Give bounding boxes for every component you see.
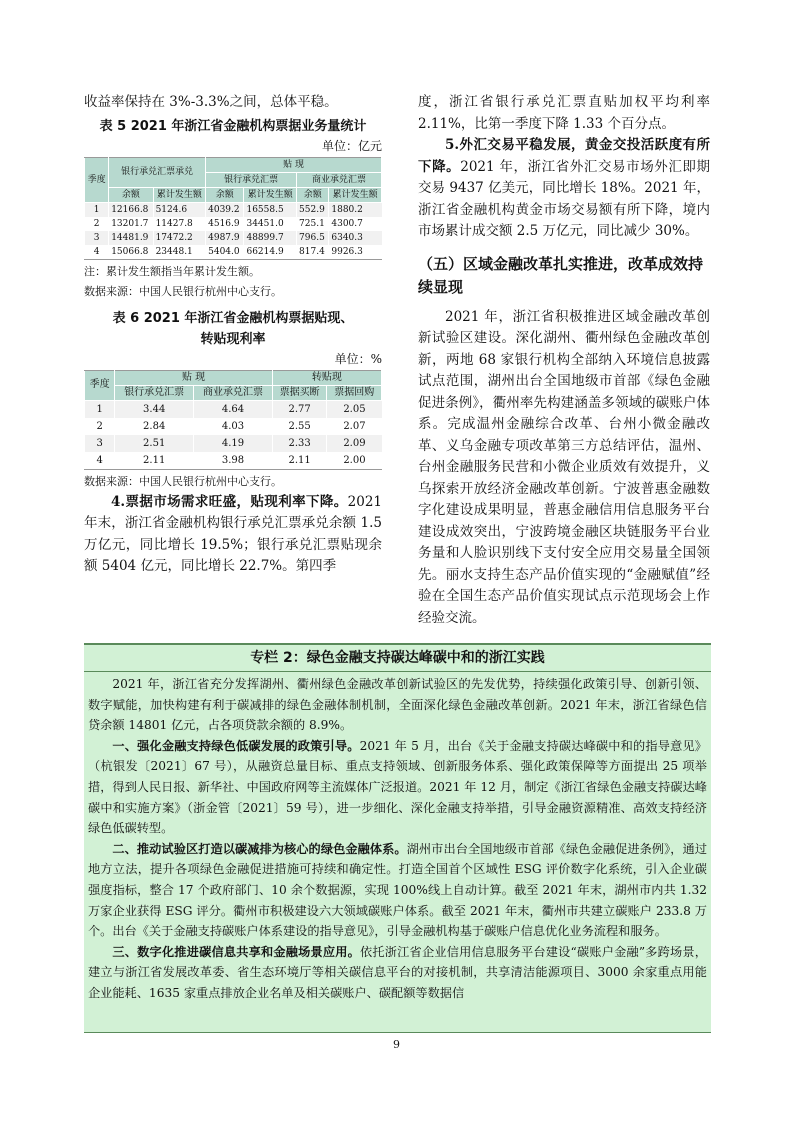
table-cell: 3 [85,231,109,245]
green-finance-column-box [84,643,711,1033]
fx-gold-heading: 5.外汇交易平稳发展，黄金交投活跃度有所下降。 [418,137,710,175]
box-paragraph-1: 2021 年，浙江省充分发挥湖州、衢州绿色金融改革创新试验区的先发优势，持续强化政策引导、创新引领、数字赋能，加快构建有利于碳减排的绿色金融体制机制，全面深化绿色金融改革创新。2021 年末，浙江省绿色信贷余额 14801 亿元，占各项贷款余额的 8.9%。 [88,677,707,733]
table5-header-cumulative: 累计发生额 [153,187,206,202]
table6 [84,370,382,470]
table-cell: 4300.7 [329,217,382,231]
table-cell: 2.11 [115,452,194,470]
table-cell: 2 [85,217,109,231]
table6-source: 数据来源：中国人民银行杭州中心支行。 [84,474,282,488]
table-cell: 2.07 [327,418,382,435]
intro-paragraph: 收益率保持在 3%-3.3%之间，总体平稳。 [84,94,338,110]
table-cell: 4039.2 [206,202,244,217]
table-row [85,435,382,452]
box-body [84,672,711,1004]
table5-header-balance: 余额 [206,187,244,202]
table-cell: 4.19 [194,435,273,452]
table-cell: 12166.8 [109,202,153,217]
fx-gold-paragraph [418,135,710,243]
page-number: 9 [393,1038,400,1051]
box-heading-policy: 一、强化金融支持绿色低碳发展的政策引导。 [112,738,360,753]
box-title: 专栏 2：绿色金融支持碳达峰碳中和的浙江实践 [84,645,711,672]
box-heading-digital: 三、数字化推进碳信息共享和金融场景应用。 [112,944,361,959]
table-cell: 2 [85,418,115,435]
table-cell: 13201.7 [109,217,153,231]
table6-header-commercial: 商业承兑汇票 [194,385,273,400]
table-cell: 4 [85,245,109,260]
table-cell: 14481.9 [109,231,153,245]
table-row [85,245,382,260]
table6-header-bank: 银行承兑汇票 [115,385,194,400]
table-cell: 2.00 [327,452,382,470]
table5-note: 注：累计发生额指当年累计发生额。 [84,264,260,278]
fx-gold-text: 2021 年，浙江省外汇交易市场外汇即期交易 9437 亿美元，同比增长 18%。2021 年，浙江省金融机构黄金市场交易额有所下降，境内市场累计成交额 2.5 万亿元，同比减少 30%。 [418,158,711,239]
table-cell: 2.55 [272,418,327,435]
table5-header-bank-discount: 银行承兑汇票 [206,172,297,187]
table5-header-balance: 余额 [297,187,329,202]
table-cell: 4.64 [194,400,273,418]
table-cell: 1880.2 [329,202,382,217]
table-row [85,217,382,231]
table-cell: 66214.9 [244,245,297,260]
table5-header-acceptance: 银行承兑汇票承兑 [109,157,206,187]
table-cell: 2.84 [115,418,194,435]
table6-header-repo: 票据回购 [327,385,382,400]
table-cell: 2.11 [272,452,327,470]
table-cell: 4987.9 [206,231,244,245]
table-cell: 1 [85,400,115,418]
table-cell: 2.33 [272,435,327,452]
table5-header-balance: 余额 [109,187,153,202]
table5-header-cumulative: 累计发生额 [244,187,297,202]
table-cell: 3 [85,435,115,452]
box-paragraph-2 [88,736,707,839]
continued-paragraph: 度，浙江省银行承兑汇票直贴加权平均利率 2.11%，比第一季度下降 1.33 个百分点。 [418,94,710,132]
table5-source: 数据来源：中国人民银行杭州中心支行。 [84,284,282,298]
table-cell: 6340.3 [329,231,382,245]
table5-caption: 表 5 2021 年浙江省金融机构票据业务量统计 [99,118,367,134]
right-column [418,92,710,629]
table-cell: 4 [85,452,115,470]
table-cell: 15066.8 [109,245,153,260]
table-cell: 817.4 [297,245,329,260]
table-row [85,231,382,245]
bill-market-text: 2021 年末，浙江省金融机构银行承兑汇票承兑余额 1.5 万亿元，同比增长 19.5%；银行承兑汇票贴现余额 5404 亿元，同比增长 22.7%。第四季 [84,493,382,574]
table5 [84,157,382,260]
table6-caption-line2: 转贴现利率 [200,331,266,347]
box-text-digital: 依托浙江省企业信用信息服务平台建设“碳账户金融”多跨场景，建立与浙江省发展改革委、省生态环境厅等相关碳信息平台的对接机制，共享清洁能源项目、3000 余家重点用能企业能耗、1635 家重点排放企业名单及相关碳账户、碳配额等数据信 [88,944,707,1000]
table6-header-season: 季度 [85,370,115,400]
table6-caption [84,308,382,350]
table5-header-cumulative: 累计发生额 [329,187,382,202]
table-cell: 5404.0 [206,245,244,260]
table-cell: 552.9 [297,202,329,217]
table6-header-discount: 贴 现 [115,370,273,385]
table-cell: 2.51 [115,435,194,452]
box-heading-pilot-zone: 二、推动试验区打造以碳减排为核心的绿色金融体系。 [112,841,407,856]
bill-market-heading: 4.票据市场需求旺盛，贴现利率下降。 [111,493,348,510]
box-paragraph-4 [88,942,707,1004]
table5-unit: 单位：亿元 [321,138,382,153]
table6-caption-line1: 表 6 2021 年浙江省金融机构票据贴现、 [112,310,354,326]
table-cell: 48899.7 [244,231,297,245]
table-cell: 23448.1 [153,245,206,260]
table6-header-rediscount: 转贴现 [272,370,381,385]
table-cell: 1 [85,202,109,217]
table-cell: 2.05 [327,400,382,418]
table-row [85,452,382,470]
left-column [84,92,382,578]
table-row [85,400,382,418]
table5-header-season: 季度 [85,157,109,202]
table6-header-buyout: 票据买断 [272,385,327,400]
table-cell: 3.98 [194,452,273,470]
table-cell: 5124.6 [153,202,206,217]
table-cell: 9926.3 [329,245,382,260]
box-text-pilot-zone: 湖州市出台全国地级市首部《绿色金融促进条例》，通过地方立法，提升各项绿色金融促进措施可持续和确定性。打造全国首个区域性 ESG 评价数字化系统，引入企业碳强度指标，整合 17 个政府部门、10 余个数据源，实现 100%线上自动计算。截至 2021 年末，湖州市内共 1.32 万家企业获得 ESG 评分。衢州市积极建设六大领域碳账户体系。截至 2021 年末，衢州市共建立碳账户 233.8 万个。出台《关于金融支持碳账户体系建设的指导意见》，引导金融机构基于碳账户信息优化业务流程和服务。 [88,841,708,939]
table-cell: 4.03 [194,418,273,435]
table5-header-commercial-discount: 商业承兑汇票 [297,172,382,187]
box-paragraph-3 [88,839,707,942]
table-cell: 34451.0 [244,217,297,231]
table-cell: 11427.8 [153,217,206,231]
table6-unit: 单位：% [334,351,382,366]
table-cell: 4516.9 [206,217,244,231]
table-cell: 2.77 [272,400,327,418]
table5-header-discount: 贴 现 [206,157,382,172]
section-title: （五）区域金融改革扎实推进，改革成效持续显现 [418,254,704,296]
bill-market-paragraph [84,492,382,578]
table-cell: 16558.5 [244,202,297,217]
table-cell: 796.5 [297,231,329,245]
table-cell: 725.1 [297,217,329,231]
reform-paragraph: 2021 年，浙江省积极推进区域金融改革创新试验区建设。深化湖州、衢州绿色金融改革创新，两地 68 家银行机构全部纳入环境信息披露试点范围，湖州出台全国地级市首部《绿色金融促进条例》，衢州率先构建涵盖多领域的碳账户体系。完成温州金融综合改革、台州小微金融改革、义乌金融专项改革第三方总结评估，温州、台州金融服务民营和小微企业质效有效提升，义乌探索开放经济金融改革创新。宁波普惠金融数字化建设成果明显，普惠金融信用信息服务平台建设成效突出，宁波跨境金融区块链服务平台业务量和人脸识别线下支付安全应用交易量全国领先。丽水支持生态产品价值实现的“金融赋值”经验在全国生态产品价值实现试点示范现场会上作经验交流。 [418,308,710,626]
table-cell: 17472.2 [153,231,206,245]
table-cell: 3.44 [115,400,194,418]
box-text-policy: 2021 年 5 月，出台《关于金融支持碳达峰碳中和的指导意见》（杭银发〔2021〕67 号），从融资总量目标、重点支持领域、创新服务体系、强化政策保障等方面提出 25 项举措，得到人民日报、新华社、中国政府网等主流媒体广泛报道。2021 年 12 月，制定《浙江省绿色金融支持碳达峰碳中和实施方案》（浙金管〔2021〕59 号），进一步细化、深化金融支持举措，引导金融资源精准、高效支持经济绿色低碳转型。 [88,738,707,836]
table-row [85,202,382,217]
table-row [85,418,382,435]
table-cell: 2.09 [327,435,382,452]
